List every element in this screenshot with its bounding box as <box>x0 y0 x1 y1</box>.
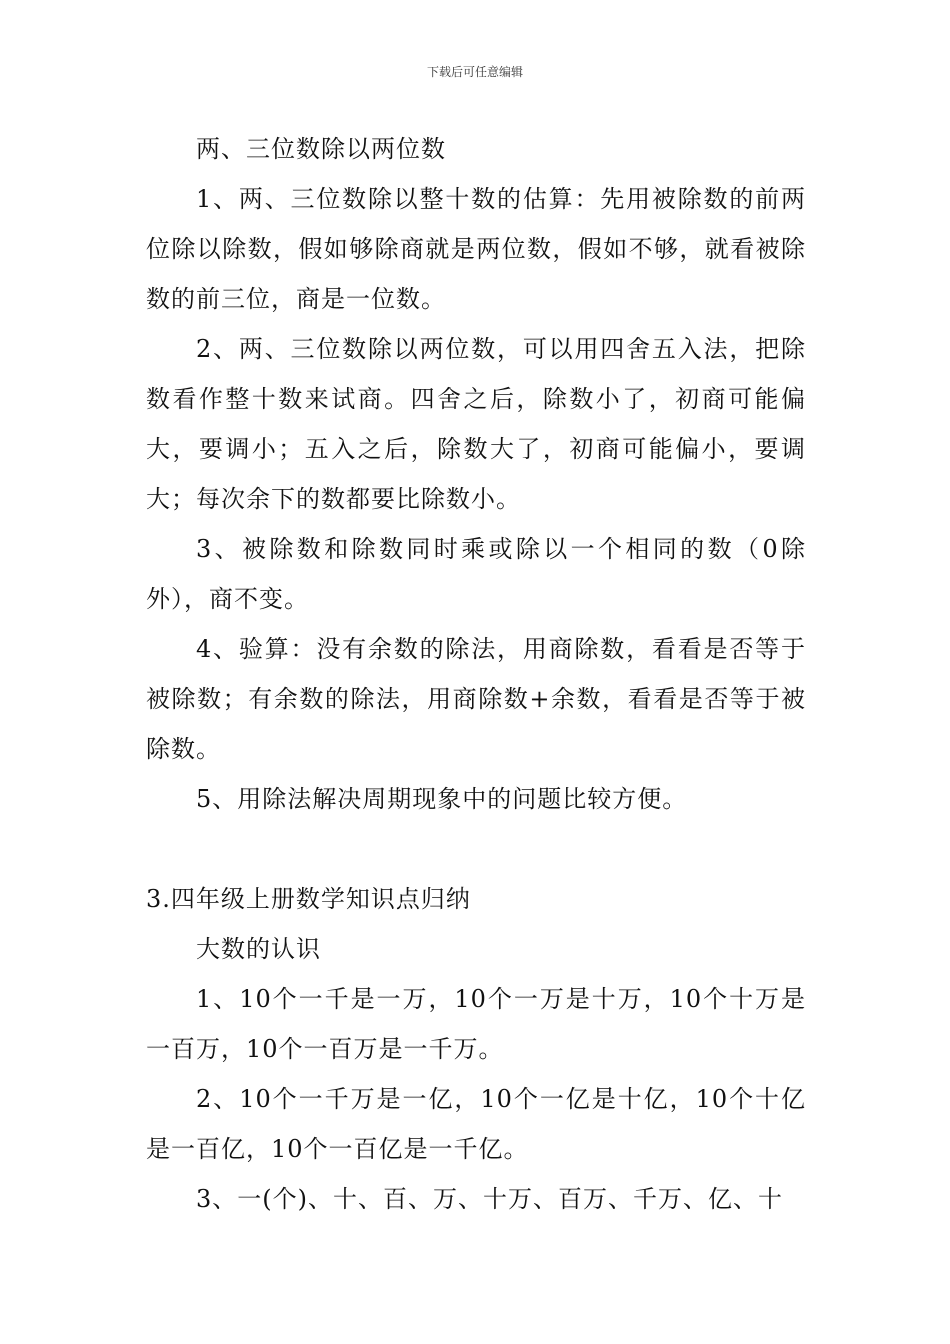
paragraph-item-3: 3、被除数和除数同时乘或除以一个相同的数（0除外），商不变。 <box>146 535 806 613</box>
paragraph-item-5: 5、用除法解决周期现象中的问题比较方便。 <box>196 785 688 813</box>
subsection-title: 大数的认识 <box>196 935 321 963</box>
paragraph-item-6: 1、10个一千是一万，10个一万是十万，10个十万是一百万，10个一百万是一千万。 <box>146 985 806 1063</box>
paragraph-item-4: 4、验算：没有余数的除法，用商除数，看看是否等于被除数；有余数的除法，用商除数+余数，看看是否等于被除数。 <box>146 635 806 763</box>
section-spacer <box>146 824 806 874</box>
section-heading: 3.四年级上册数学知识点归纳 <box>146 885 471 913</box>
paragraph-item-7: 2、10个一千万是一亿，10个一亿是十亿，10个十亿是一百亿，10个一百亿是一千亿。 <box>146 1085 806 1163</box>
section-title: 两、三位数除以两位数 <box>196 135 446 163</box>
page-header: 下载后可任意编辑 <box>426 65 523 79</box>
paragraph-item-8: 3、一(个)、十、百、万、十万、百万、千万、亿、十 <box>196 1185 783 1213</box>
paragraph-item-2: 2、两、三位数除以两位数，可以用四舍五入法，把除数看作整十数来试商。四舍之后，除数小了，初商可能偏大，要调小；五入之后，除数大了，初商可能偏小，要调大；每次余下的数都要比除数小。 <box>146 335 806 513</box>
document-body <box>146 124 806 1224</box>
paragraph-item-1: 1、两、三位数除以整十数的估算：先用被除数的前两位除以除数，假如够除商就是两位数，假如不够，就看被除数的前三位，商是一位数。 <box>146 185 806 313</box>
